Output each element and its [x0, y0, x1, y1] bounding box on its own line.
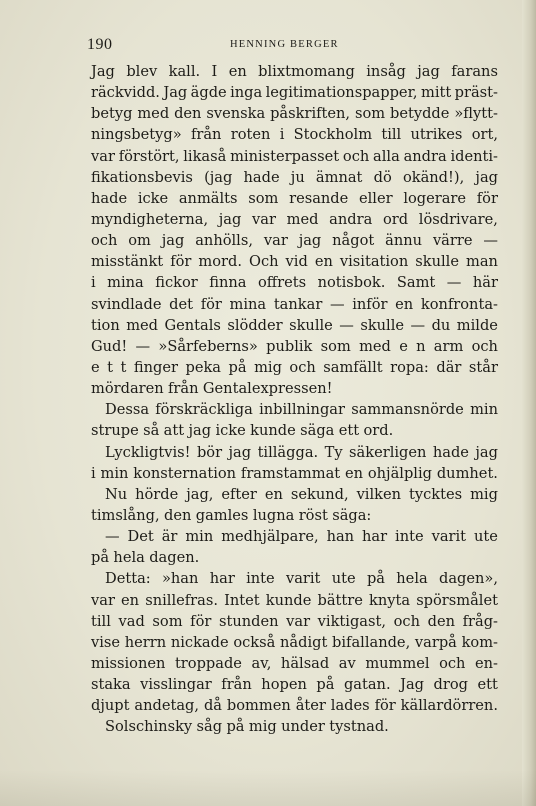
text-line: mördaren från Gentalexpressen! — [91, 380, 333, 398]
text-line: staka visslingar från hopen på gatan. Jag drog ett — [91, 676, 498, 694]
text-line: räckvidd. Jag ägde inga legitimationspapper, mitt präst- — [91, 84, 498, 102]
text-line: vise herrn nickade också nådigt bifallande, varpå kom- — [91, 633, 498, 651]
text-line: timslång, den gamles lugna röst säga: — [91, 506, 372, 524]
text-line: Nu hörde jag, efter en sekund, vilken tycktes mig — [105, 485, 498, 503]
text-line: tion med Gentals slödder skulle — skulle — du milde — [91, 316, 498, 334]
page-number: 190 — [87, 36, 113, 53]
text-line: Solschinsky såg på mig under tystnad. — [105, 718, 389, 736]
text-line: i min konsternation framstammat en ohjälplig dumhet. — [91, 464, 498, 482]
text-line: i mina fickor finna offrets notisbok. Samt — här — [91, 274, 498, 292]
text-line: misstänkt för mord. Och vid en visitation skulle man — [91, 253, 498, 271]
text-line: djupt andetag, då bommen åter lades för källardörren. — [91, 697, 498, 715]
text-line: var förstört, likaså ministerpasset och alla andra identi- — [91, 147, 498, 165]
text-line: till vad som för stunden var viktigast, och den fråg- — [91, 612, 498, 630]
text-line: strupe så att jag icke kunde säga ett ord. — [91, 422, 394, 440]
text-line: myndigheterna, jag var med andra ord lösdrivare, — [91, 210, 498, 228]
page-edge-shadow — [522, 0, 536, 806]
body-text — [91, 61, 498, 738]
running-head: HENNING BERGER — [230, 39, 339, 50]
text-line: ningsbetyg» från roten i Stockholm till utrikes ort, — [91, 126, 498, 144]
text-line: hade icke anmälts som resande eller logerare för — [91, 189, 498, 207]
text-line: Dessa förskräckliga inbillningar sammansnörde min — [105, 401, 498, 419]
text-line: Jag blev kall. I en blixtmomang insåg jag farans — [91, 63, 498, 80]
text-line: fikationsbevis (jag hade ju ämnat dö okänd!), jag — [91, 168, 498, 186]
page-bottom-shade — [0, 770, 536, 806]
text-line: missionen troppade av, hälsad av mummel och en- — [91, 654, 498, 672]
text-line: Lyckligtvis! bör jag tillägga. Ty säkerligen hade jag — [105, 443, 498, 461]
text-line: — Det är min medhjälpare, han har inte varit ute — [105, 528, 498, 546]
text-line: svindlade det för mina tankar — inför en konfronta- — [91, 295, 498, 313]
text-line: Detta: »han har inte varit ute på hela dagen», — [105, 570, 498, 588]
text-line: på hela dagen. — [91, 549, 200, 567]
text-line: betyg med den svenska påskriften, som betydde »flytt- — [91, 105, 498, 123]
text-line: var en snillefras. Intet kunde bättre knyta spörsmålet — [91, 591, 498, 609]
text-line: Gud! — »Sårfeberns» publik som med e n arm och — [91, 337, 498, 355]
text-line: och om jag anhölls, var jag något ännu värre — — [91, 232, 498, 250]
text-line: e t t finger peka på mig och samfällt ropa: där står — [91, 358, 498, 376]
